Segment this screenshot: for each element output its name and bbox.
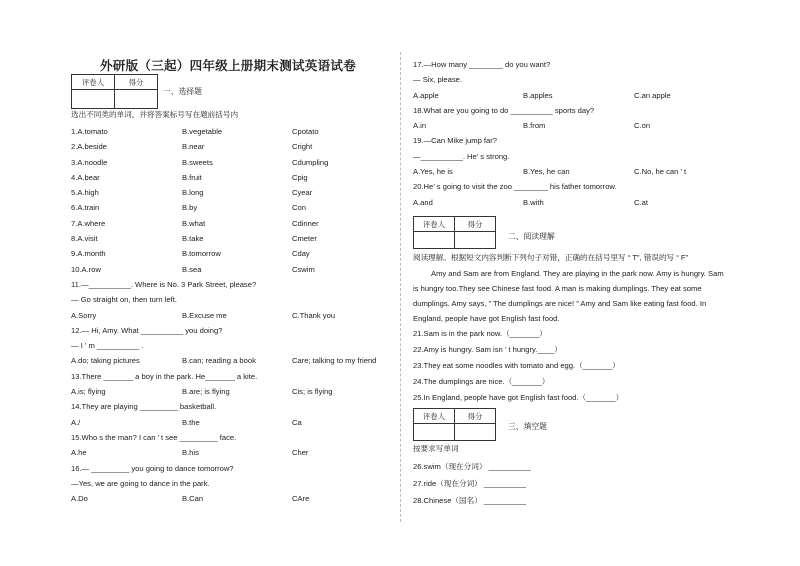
option-b: B.the bbox=[182, 417, 200, 427]
option-c: Cdinner bbox=[292, 218, 319, 228]
option-a: A.Do bbox=[71, 494, 88, 504]
option-b: B.Excuse me bbox=[182, 310, 227, 320]
option-a: 2.A.beside bbox=[71, 142, 107, 152]
option-a: A.and bbox=[413, 197, 433, 207]
question-row bbox=[71, 494, 391, 509]
option-a: 1.A.tomato bbox=[71, 127, 108, 136]
option-a: 7.A.where bbox=[71, 218, 106, 228]
question-22: 22.Amy is hungry. Sam isn ’ t hungry.____） bbox=[413, 345, 562, 354]
question-text bbox=[71, 326, 391, 341]
option-c: Cpig bbox=[292, 172, 308, 182]
question-row bbox=[413, 167, 783, 182]
question-row bbox=[71, 127, 391, 142]
option-a: A.apple bbox=[413, 90, 439, 100]
question-text bbox=[71, 433, 391, 448]
question-text bbox=[71, 402, 391, 417]
passage-line: is hungry too.They see Chinese fast food. A man is making dumplings. They eat some bbox=[413, 284, 702, 293]
option-b: B.from bbox=[523, 121, 546, 131]
question-text bbox=[413, 75, 783, 90]
question-13: 13.There _______ a boy in the park. He_______ a kite. bbox=[71, 371, 258, 381]
option-c: CAre bbox=[292, 494, 310, 504]
option-b: B.what bbox=[182, 218, 206, 228]
question-row bbox=[71, 203, 391, 218]
question-text bbox=[71, 295, 391, 310]
option-c: C.at bbox=[634, 197, 648, 207]
question-row bbox=[71, 249, 391, 264]
question-11-reply: — Go straight on, then turn left. bbox=[71, 295, 177, 305]
option-a: A.Yes, he is bbox=[413, 167, 453, 177]
option-c: C.on bbox=[634, 121, 651, 131]
question-row bbox=[71, 387, 391, 402]
question-text bbox=[71, 479, 391, 494]
score-box-label-score: 得分 bbox=[455, 409, 496, 424]
question-row bbox=[71, 158, 391, 173]
question-12: 12.— Hi, Amy. What __________ you doing? bbox=[71, 325, 223, 335]
score-box-cell[interactable] bbox=[455, 424, 496, 441]
question-row bbox=[71, 142, 391, 157]
option-a: A.do; taking pictures bbox=[71, 356, 140, 366]
question-21: 21.Sam is in the park now.（_______） bbox=[413, 329, 547, 338]
question-row bbox=[413, 198, 783, 213]
option-c: Cpotato bbox=[292, 127, 319, 136]
section-1-instruction: 选出不同类的单词，并将答案标号写在题前括号内 bbox=[71, 110, 239, 119]
score-box-label-grader: 评卷人 bbox=[72, 75, 115, 90]
option-c: Ca bbox=[292, 417, 302, 427]
question-row bbox=[71, 448, 391, 463]
question-text bbox=[413, 182, 783, 197]
option-a: A./ bbox=[71, 417, 81, 427]
question-text bbox=[71, 280, 391, 295]
option-c: Care; talking to my friend bbox=[292, 356, 377, 366]
score-box-cell[interactable] bbox=[414, 424, 455, 441]
question-16-reply: —Yes, we are going to dance in the park. bbox=[71, 478, 210, 488]
question-24: 24.The dumplings are nice.（_______） bbox=[413, 377, 550, 386]
column-divider bbox=[400, 52, 401, 522]
option-a: A.in bbox=[413, 121, 427, 131]
section-2-instruction: 阅读理解。根据短文内容判断下列句子对错，正确的在括号里写 “ T”, 错误的写 “ F” bbox=[413, 253, 689, 262]
question-28: 28.Chinese（国名） __________ bbox=[413, 496, 527, 505]
page-title: 外研版（三起）四年级上册期末测试英语试卷 bbox=[100, 59, 357, 73]
score-box-cell[interactable] bbox=[72, 90, 115, 109]
section-1-title: 一、选择题 bbox=[163, 87, 202, 96]
option-b: B.by bbox=[182, 203, 198, 213]
score-box-cell[interactable] bbox=[455, 232, 496, 249]
question-text bbox=[71, 464, 391, 479]
question-text bbox=[413, 60, 783, 75]
section-3-title: 三、填空题 bbox=[508, 422, 547, 431]
option-a: A.Sorry bbox=[71, 310, 97, 320]
option-c: Con bbox=[292, 203, 306, 213]
score-box-2 bbox=[413, 216, 496, 249]
option-a: 6.A.train bbox=[71, 203, 100, 213]
option-c: C.Thank you bbox=[292, 310, 336, 320]
question-row bbox=[71, 265, 391, 280]
question-row bbox=[71, 418, 391, 433]
option-c: Cyear bbox=[292, 188, 313, 198]
question-19: 19.—Can Mike jump far? bbox=[413, 136, 497, 146]
question-15: 15.Who s the man? I can ’ t see _________ face. bbox=[71, 432, 237, 442]
option-a: A.is; flying bbox=[71, 387, 106, 397]
question-14: 14.They are playing _________ basketball. bbox=[71, 402, 217, 412]
option-b: B.sea bbox=[182, 264, 202, 274]
option-b: B.Yes, he can bbox=[523, 167, 570, 177]
option-b: B.take bbox=[182, 234, 204, 244]
right-question-column bbox=[413, 60, 783, 213]
passage-line: England, people have got English fast food. bbox=[413, 314, 560, 323]
question-text bbox=[413, 106, 783, 121]
option-a: 4.A.bear bbox=[71, 172, 100, 182]
option-c: Cday bbox=[292, 249, 310, 259]
question-12-reply: — I ’ m __________ . bbox=[71, 341, 144, 351]
passage-line: dumplings. Amy says, ” The dumplings are nice! ” Amy and Sam like eating fast food. In bbox=[413, 299, 707, 308]
question-row bbox=[71, 311, 391, 326]
score-box-label-grader: 评卷人 bbox=[414, 409, 455, 424]
score-box-cell[interactable] bbox=[115, 90, 158, 109]
option-c: Cswim bbox=[292, 264, 315, 274]
option-a: 3.A.noodle bbox=[71, 157, 108, 167]
option-c: C.an apple bbox=[634, 90, 671, 100]
passage-line: Amy and Sam are from England. They are playing in the park now. Amy is hungry. Sam bbox=[431, 269, 724, 278]
option-c: Cher bbox=[292, 448, 309, 458]
question-row bbox=[71, 356, 391, 371]
option-b: B.tomorrow bbox=[182, 249, 221, 259]
question-20: 20.He’ s going to visit the zoo ________ his father tomorrow. bbox=[413, 182, 617, 192]
score-box-label-grader: 评卷人 bbox=[414, 217, 455, 232]
question-row bbox=[71, 173, 391, 188]
question-row bbox=[413, 91, 783, 106]
question-row bbox=[71, 234, 391, 249]
question-row bbox=[71, 188, 391, 203]
option-a: 10.A.row bbox=[71, 264, 101, 274]
option-a: 9.A.month bbox=[71, 249, 106, 259]
question-17: 17.—How many ________ do you want? bbox=[413, 60, 551, 69]
section-3-instruction: 按要求写单词 bbox=[413, 444, 459, 453]
option-c: Cis; is flying bbox=[292, 387, 333, 397]
option-b: B.near bbox=[182, 142, 205, 152]
option-c: Cmeter bbox=[292, 234, 317, 244]
question-18: 18.What are you going to do __________ sports day? bbox=[413, 105, 595, 115]
question-19-reply: —__________. He’ s strong. bbox=[413, 151, 510, 161]
option-c: C.No, he can ’ t bbox=[634, 167, 687, 177]
question-row bbox=[71, 219, 391, 234]
option-b: B.sweets bbox=[182, 157, 213, 167]
option-b: B.fruit bbox=[182, 172, 202, 182]
option-b: B.apples bbox=[523, 90, 553, 100]
question-text bbox=[413, 136, 783, 151]
option-a: A.he bbox=[71, 448, 87, 458]
option-c: Cdumpling bbox=[292, 157, 329, 167]
option-b: B.are; is flying bbox=[182, 387, 230, 397]
question-row bbox=[413, 121, 783, 136]
option-c: Cright bbox=[292, 142, 313, 152]
score-box-label-score: 得分 bbox=[455, 217, 496, 232]
question-23: 23.They eat some noodles with tomato and egg.（_______） bbox=[413, 361, 620, 370]
question-16: 16.— _________ you going to dance tomorrow? bbox=[71, 463, 234, 473]
option-a: 8.A.visit bbox=[71, 234, 98, 244]
section-2-title: 二、阅读理解 bbox=[508, 232, 555, 241]
option-b: B.Can bbox=[182, 494, 204, 504]
option-b: B.long bbox=[182, 188, 204, 198]
question-26: 26.swim（现在分词） __________ bbox=[413, 462, 531, 471]
option-a: 5.A.high bbox=[71, 188, 99, 198]
option-b: B.vegetable bbox=[182, 127, 223, 136]
score-box-1 bbox=[71, 74, 158, 109]
question-text bbox=[71, 341, 391, 356]
question-25: 25.In England, people have got English fast food.（_______） bbox=[413, 393, 624, 402]
option-b: B.with bbox=[523, 197, 544, 207]
question-17-reply: — Six, please. bbox=[413, 75, 462, 85]
question-27: 27.ride（现在分词） __________ bbox=[413, 479, 527, 488]
option-b: B.can; reading a book bbox=[182, 356, 256, 366]
question-11: 11.—__________. Where is No. 3 Park Street, please? bbox=[71, 279, 257, 289]
score-box-cell[interactable] bbox=[414, 232, 455, 249]
score-box-3 bbox=[413, 408, 496, 441]
option-b: B.his bbox=[182, 448, 199, 458]
left-question-column bbox=[71, 127, 391, 509]
question-text bbox=[413, 152, 783, 167]
score-box-label-score: 得分 bbox=[115, 75, 158, 90]
question-text bbox=[71, 372, 391, 387]
